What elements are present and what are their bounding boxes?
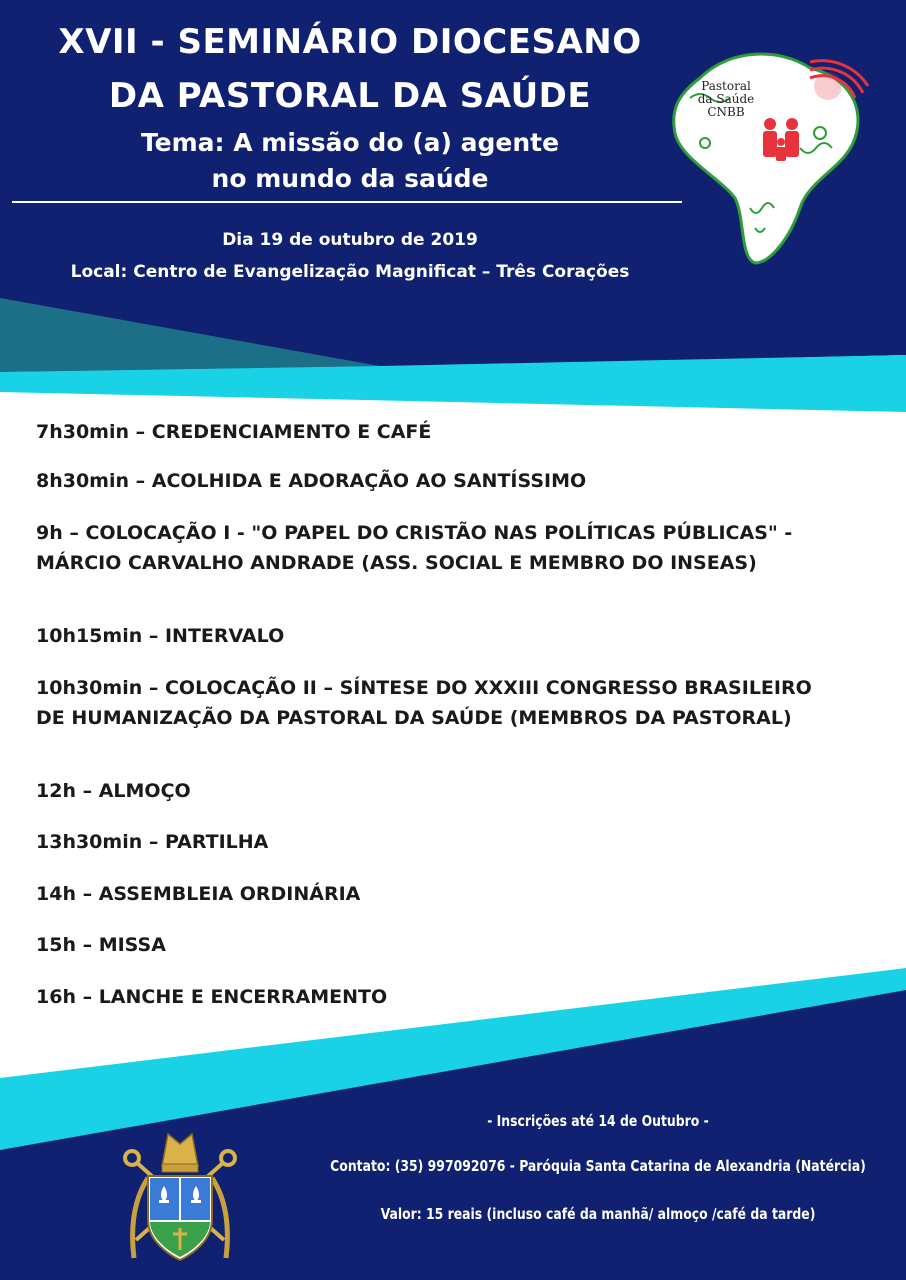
price-info: Valor: 15 reais (incluso café da manhã/ almoço /café da tarde) [380,1205,816,1223]
header-divider [12,201,682,203]
schedule-line: 9h – COLOCAÇÃO I - "O PAPEL DO CRISTÃO NAS POLÍTICAS PÚBLICAS" - [36,522,793,544]
schedule-item [36,417,431,447]
event-date: Dia 19 de outubro de 2019 [222,230,478,250]
theme-line2: no mundo da saúde [211,164,489,193]
diocese-coat-of-arms-icon [118,1128,242,1268]
schedule-line: 7h30min – CREDENCIAMENTO E CAFÉ [36,421,432,443]
logo-text-line3: CNBB [707,105,745,119]
schedule-line: 13h30min – PARTILHA [36,831,269,853]
logo-text [676,80,776,119]
schedule-line: 10h15min – INTERVALO [36,625,285,647]
schedule-item [36,673,812,733]
schedule-item [36,466,586,496]
logo-text-line1: Pastoral [701,79,751,93]
schedule-item [36,621,284,651]
schedule-item [36,518,792,578]
theme-line1: Tema: A missão do (a) agente [140,128,560,157]
logo-text-line2: da Saúde [697,92,755,106]
seminar-title-line2: DA PASTORAL DA SAÚDE [108,76,592,116]
schedule-line: DE HUMANIZAÇÃO DA PASTORAL DA SAÚDE (MEMBROS DA PASTORAL) [36,707,792,729]
schedule-item [36,982,387,1012]
schedule-item [36,827,268,857]
contact-info: Contato: (35) 997092076 - Paróquia Santa Catarina de Alexandria (Natércia) [330,1157,866,1175]
schedule-item [36,776,191,806]
event-location: Local: Centro de Evangelização Magnificat – Três Corações [70,262,630,282]
schedule-line: 16h – LANCHE E ENCERRAMENTO [36,986,388,1008]
schedule-line: MÁRCIO CARVALHO ANDRADE (ASS. SOCIAL E MEMBRO DO INSEAS) [36,552,757,574]
schedule-item [36,879,360,909]
schedule-line: 8h30min – ACOLHIDA E ADORAÇÃO AO SANTÍSSIMO [36,470,587,492]
brazil-map-family-icon [660,38,870,268]
registration-deadline: - Inscrições até 14 de Outubro - [487,1112,709,1130]
schedule-line: 10h30min – COLOCAÇÃO II – SÍNTESE DO XXXIII CONGRESSO BRASILEIRO [36,677,812,699]
schedule-line: 15h – MISSA [36,934,166,956]
schedule-line: 12h – ALMOÇO [36,780,191,802]
schedule-line: 14h – ASSEMBLEIA ORDINÁRIA [36,883,361,905]
seminar-title-line1: XVII - SEMINÁRIO DIOCESANO [58,22,642,62]
schedule-item [36,930,166,960]
